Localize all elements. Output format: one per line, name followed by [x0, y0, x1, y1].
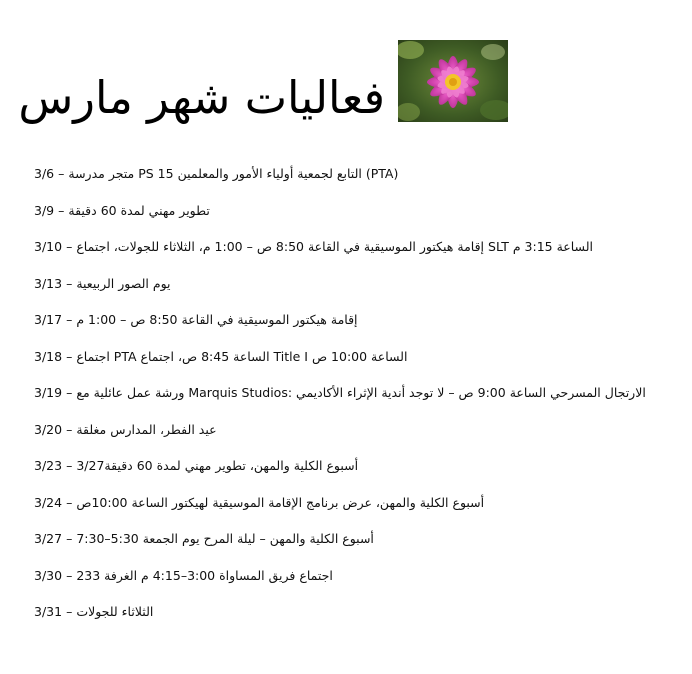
- event-date: 3/18: [34, 348, 63, 364]
- event-description: أسبوع الكلية والمهن، تطوير مهني لمدة 60 دقيقة3/27: [76, 458, 359, 473]
- event-date: 3/19: [34, 385, 63, 400]
- event-row: [34, 266, 654, 303]
- event-description: يوم الصور الربيعية: [76, 275, 171, 291]
- event-row: [34, 302, 654, 339]
- event-separator: –: [66, 567, 73, 583]
- event-row: [34, 339, 654, 376]
- event-row: [34, 193, 654, 230]
- event-date: 3/17: [34, 312, 63, 327]
- events-list: [34, 156, 654, 631]
- event-date: 3/30: [34, 567, 63, 583]
- event-description: تطوير مهني لمدة 60 دقيقة: [68, 202, 210, 218]
- event-date: 3/13: [34, 275, 63, 291]
- event-date: 3/6: [34, 166, 55, 181]
- event-description: الارتجال المسرحي الساعة 9:00 ص – لا توجد أندية الإثراء الأكاديمي :Marquis Studios ورشة عمل عائلية مع: [76, 385, 646, 400]
- event-row: [34, 594, 654, 631]
- event-row: [34, 521, 654, 558]
- pink-dahlia-flower-icon: [398, 40, 508, 122]
- event-description: عيد الفطر، المدارس مغلقة: [76, 421, 217, 437]
- event-row: [34, 156, 654, 193]
- event-date: 3/23: [34, 458, 63, 473]
- event-date: 3/9: [34, 202, 55, 218]
- event-description: (PTA) التابع لجمعية أولياء الأمور والمعلمين PS 15 متجر مدرسة: [68, 166, 399, 181]
- event-description: إقامة هيكتور الموسيقية في القاعة 8:50 ص – 1:00 م: [76, 312, 358, 327]
- event-row: [34, 412, 654, 449]
- event-date: 3/10: [34, 239, 63, 254]
- event-row: [34, 448, 654, 485]
- event-separator: –: [66, 239, 73, 254]
- event-separator: –: [66, 348, 73, 364]
- event-date: 3/27: [34, 531, 63, 546]
- page-title: فعاليات شهر مارس: [18, 71, 385, 124]
- event-date: 3/31: [34, 604, 63, 619]
- event-description: الساعة 10:00 ص Title I الساعة 8:45 ص، اجتماع PTA اجتماع: [76, 348, 408, 364]
- event-row: [34, 229, 654, 266]
- event-separator: –: [66, 531, 73, 546]
- event-description: أسبوع الكلية والمهن، عرض برنامج الإقامة الموسيقية لهيكتور الساعة 10:00ص: [76, 494, 485, 510]
- event-date: 3/24: [34, 494, 63, 510]
- event-row: [34, 558, 654, 595]
- event-separator: –: [66, 494, 73, 510]
- event-separator: –: [58, 166, 65, 181]
- event-separator: –: [66, 421, 73, 437]
- flower-photo: [398, 40, 508, 122]
- event-separator: –: [66, 385, 73, 400]
- event-description: الثلاثاء للجولات: [76, 604, 154, 619]
- event-separator: –: [66, 275, 73, 291]
- event-date: 3/20: [34, 421, 63, 437]
- event-separator: –: [58, 202, 65, 218]
- event-row: [34, 485, 654, 522]
- event-row: [34, 375, 654, 412]
- event-description: أسبوع الكلية والمهن – ليلة المرح يوم الجمعة 5:30–7:30: [76, 531, 374, 546]
- event-separator: –: [66, 458, 73, 473]
- event-description: اجتماع فريق المساواة 3:00–4:15 م الغرفة 233: [76, 567, 333, 583]
- event-separator: –: [66, 312, 73, 327]
- event-description: الساعة 3:15 م SLT إقامة هيكتور الموسيقية في القاعة 8:50 ص – 1:00 م، الثلاثاء للجولات، اجتماع: [76, 239, 593, 254]
- page-header: [18, 36, 550, 136]
- event-separator: –: [66, 604, 73, 619]
